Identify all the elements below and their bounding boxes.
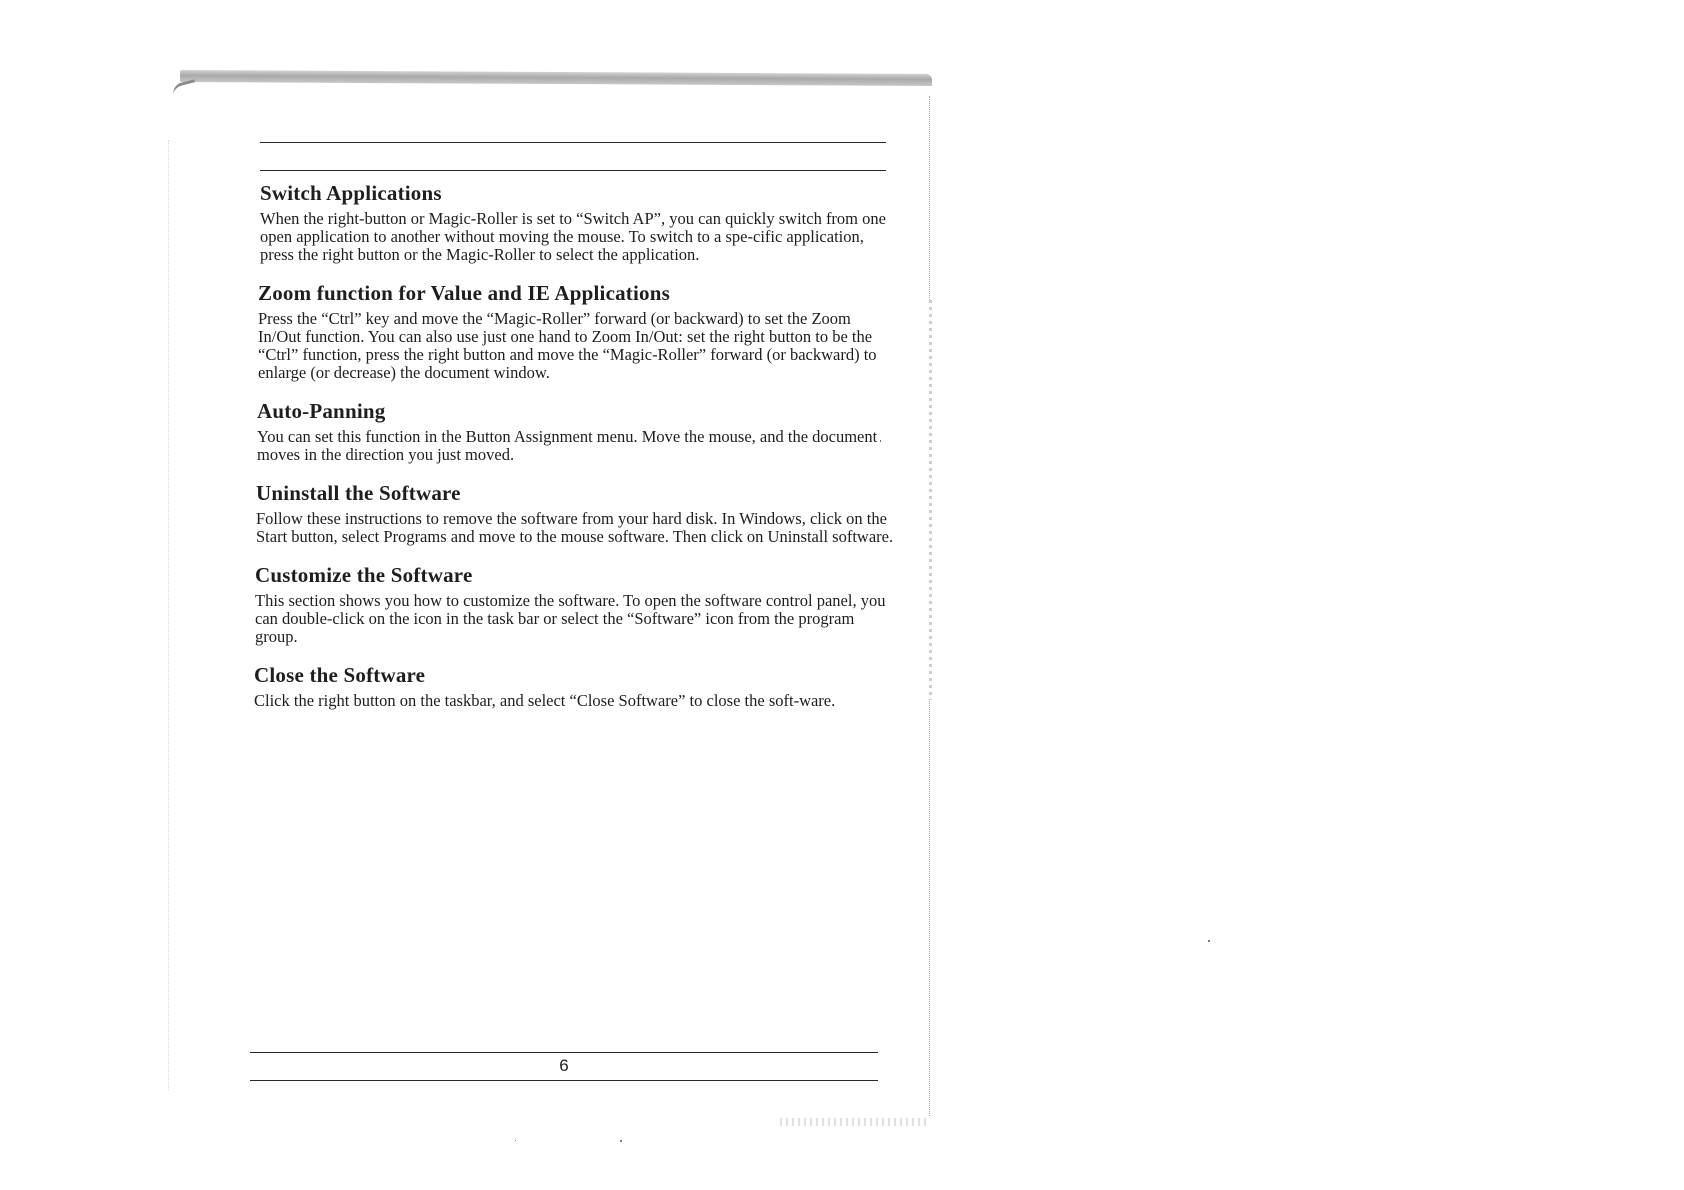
section-body: This section shows you how to customize the software. To open the software control panel, you can double-click on the icon in the task bar or select the “Software” icon from the program group. — [255, 591, 886, 646]
section-switch-applications — [260, 180, 894, 264]
scan-speck — [515, 1140, 516, 1141]
footer-rule-bottom — [250, 1080, 878, 1081]
section-heading: Auto-Panning — [257, 399, 386, 423]
scan-bottom-edge-noise — [780, 1118, 930, 1126]
section-heading: Uninstall the Software — [256, 481, 461, 505]
page-content — [254, 180, 894, 726]
scan-speck — [620, 1140, 622, 1142]
header-rule-top — [260, 142, 886, 143]
section-uninstall-software — [256, 480, 894, 546]
section-auto-panning — [257, 398, 894, 464]
scan-right-edge-shadow — [929, 300, 932, 700]
section-heading: Zoom function for Value and IE Applications — [258, 281, 670, 305]
section-heading: Close the Software — [254, 663, 426, 687]
section-heading: Switch Applications — [260, 181, 442, 205]
scan-left-edge — [168, 140, 169, 1090]
section-customize-software — [255, 562, 894, 646]
section-body: Press the “Ctrl” key and move the “Magic-Roller” forward (or backward) to set the Zoom In/Out function. You can also use just one hand to Zoom In/Out: set the right button to be the “Ctrl” function, press the right button and move the “Magic-Roller” forward (or backward) to enlarge (or decrease) the document window. — [258, 309, 877, 382]
scan-top-edge-shadow — [180, 70, 932, 86]
section-body: Click the right button on the taskbar, and select “Close Software” to close the soft-ware. — [254, 691, 836, 710]
header-rule-bottom — [260, 170, 886, 171]
footer-rule-top — [250, 1052, 878, 1053]
scan-speck — [1208, 940, 1210, 942]
section-body: When the right-button or Magic-Roller is set to “Switch AP”, you can quickly switch from one open application to another without moving the mouse. To switch to a spe-cific application, press the right button or the Magic-Roller to select the application. — [260, 209, 886, 264]
section-heading: Customize the Software — [255, 563, 473, 587]
section-body: Follow these instructions to remove the software from your hard disk. In Windows, click on the Start button, select Programs and move to the mouse software. Then click on Uninstall software. — [256, 509, 894, 546]
section-body: You can set this function in the Button Assignment menu. Move the mouse, and the document moves in the direction you just moved. — [257, 427, 878, 464]
section-zoom-function — [258, 280, 894, 382]
scan-page-curl — [171, 79, 197, 95]
section-close-software — [254, 662, 894, 710]
page-number: 6 — [559, 1056, 569, 1075]
